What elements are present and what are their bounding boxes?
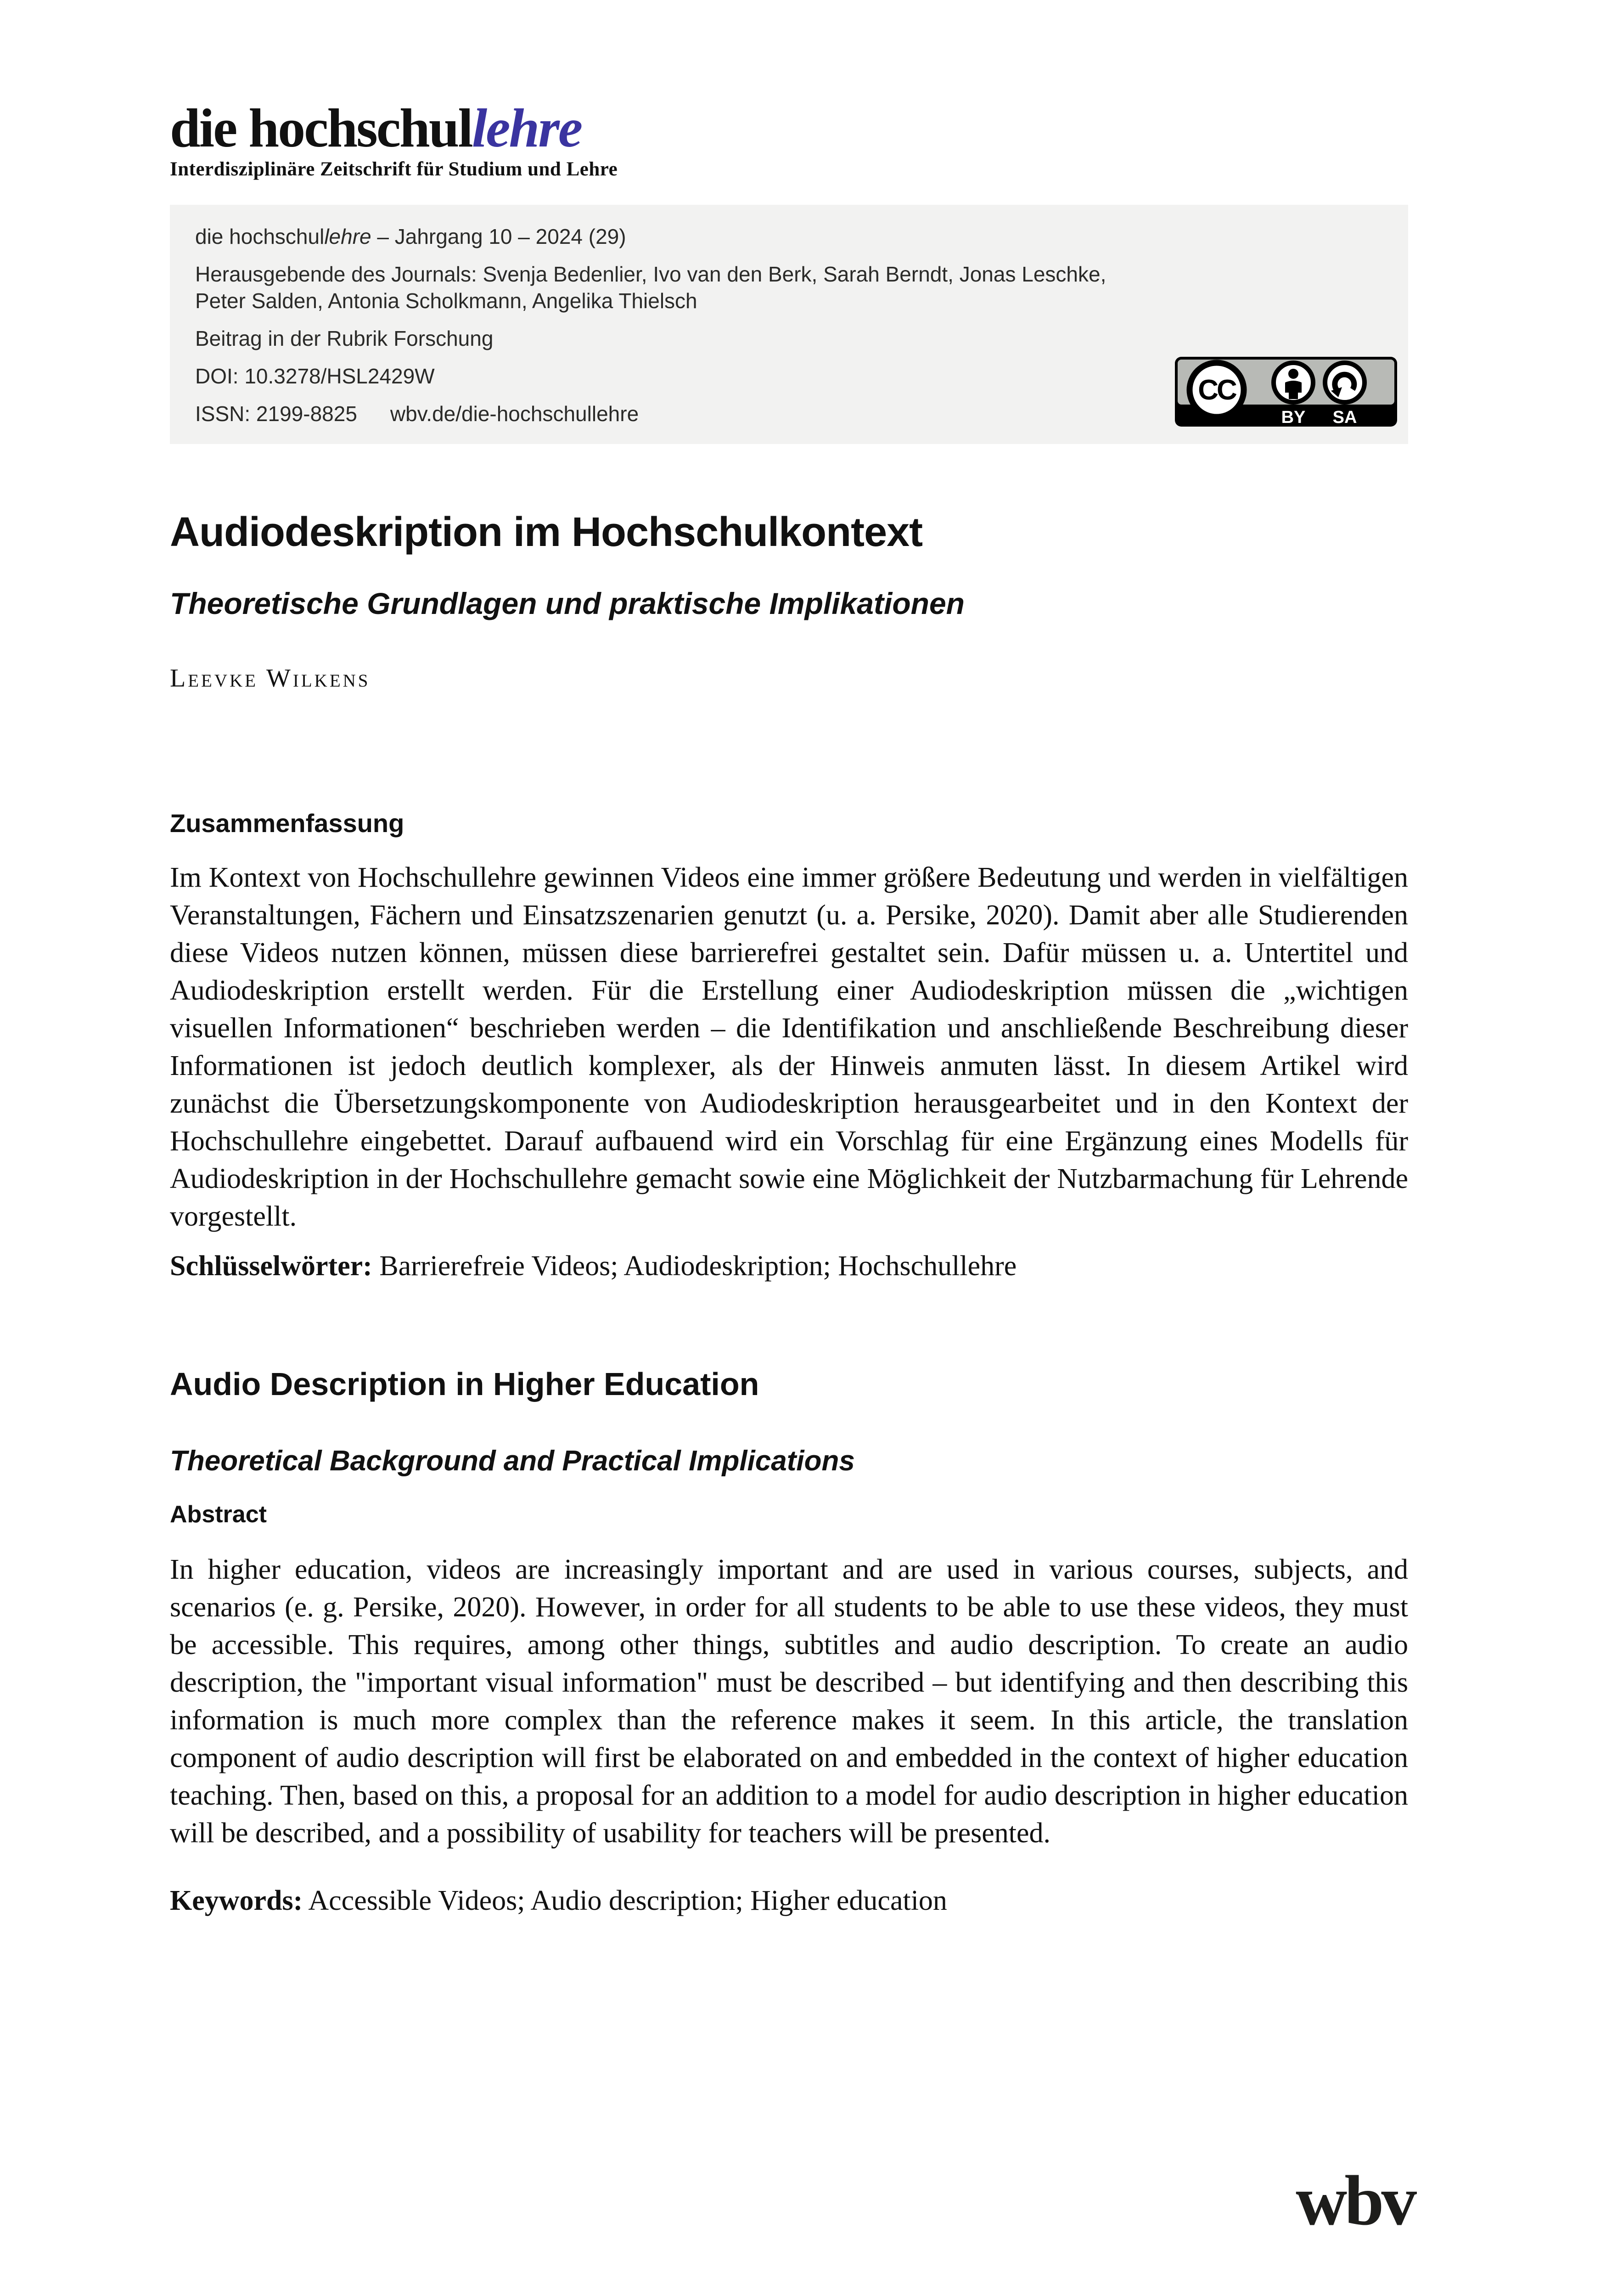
article-title: Audiodeskription im Hochschulkontext <box>170 509 923 555</box>
cc-by-sa-license-badge[interactable] <box>1173 355 1399 428</box>
cc-icon <box>1190 363 1244 417</box>
sa-label: SA <box>1332 408 1357 427</box>
editors-line-2: Peter Salden, Antonia Scholkmann, Angelika Thielsch <box>195 289 697 313</box>
german-keywords-label: Schlüsselwörter: <box>170 1250 372 1282</box>
editors-line <box>195 261 1383 314</box>
journal-tagline: Interdisziplinäre Zeitschrift für Studium und Lehre <box>170 158 618 180</box>
journal-logo <box>170 97 1408 158</box>
issue-journal-name: die hochschul <box>195 225 325 248</box>
english-keywords-text: Accessible Videos; Audio description; Higher education <box>303 1885 947 1916</box>
svg-text:CC: CC <box>1198 374 1236 406</box>
editors-line-1: Herausgebende des Journals: Svenja Bedenlier, Ivo van den Berk, Sarah Berndt, Jonas Leschke, <box>195 262 1106 286</box>
english-abstract-paragraph: In higher education, videos are increasingly important and are used in various courses, subjects, and scenarios (e. g. Persike, 2020). However, in order for all students to be able to use these videos, they must be accessible. This requires, among other things, subtitles and audio description. To create an audio description, the "important visual information" must be described – but identifying and then describing this information is much more complex than the reference makes it seem. In this article, the translation component of audio description will first be elaborated on and embedded in the context of higher education teaching. Then, based on this, a proposal for an addition to a model for audio description in higher education will be described, and a possibility of usability for teachers will be presented. <box>170 1554 1408 1849</box>
issue-volume: – Jahrgang 10 – 2024 (29) <box>371 225 626 248</box>
rubric-line: Beitrag in der Rubrik Forschung <box>195 326 494 350</box>
journal-masthead <box>170 97 1408 181</box>
german-keywords-text: Barrierefreie Videos; Audiodeskription; Hochschullehre <box>372 1250 1017 1282</box>
english-subtitle: Theoretical Background and Practical Implications <box>170 1445 855 1477</box>
by-label: BY <box>1281 408 1306 427</box>
german-keywords-line <box>170 1247 1408 1285</box>
article-author: Leevke Wilkens <box>170 664 371 692</box>
sa-share-alike-icon <box>1325 363 1365 402</box>
journal-website-link[interactable]: wbv.de/die-hochschullehre <box>390 402 639 426</box>
english-abstract-heading: Abstract <box>170 1501 267 1528</box>
issn-number: ISSN: 2199-8825 <box>195 402 357 426</box>
wbv-publisher-logo: wbv <box>1296 2161 1414 2240</box>
german-abstract-paragraph: Im Kontext von Hochschullehre gewinnen Videos eine immer größere Bedeutung und werden in vielfältigen Veranstaltungen, Fächern und Einsatzszenarien genutzt (u. a. Persike, 2020). Damit aber alle Studierenden diese Videos nutzen können, müssen diese barrierefrei gestaltet sein. Dafür müssen u. a. Untertitel und Audiodeskription erstellt werden. Für die Erstellung einer Audiodeskription müssen die „wichtigen visuellen Informationen“ beschrieben werden – die Identifikation und anschließende Beschreibung dieser Informationen ist jedoch deutlich komplexer, als der Hinweis anmuten lässt. In diesem Artikel wird zunächst die Übersetzungskomponente von Audiodeskription herausgearbeitet und in den Kontext der Hochschullehre eingebettet. Darauf aufbauend wird ein Vorschlag für eine Ergänzung eines Modells für Audiodeskription in der Hochschullehre gemacht sowie eine Möglichkeit der Nutzbarmachung für Lehrende vorgestellt. <box>170 862 1408 1232</box>
page-content <box>170 0 1408 1919</box>
german-abstract-heading: Zusammenfassung <box>170 809 404 838</box>
english-keywords-label: Keywords: <box>170 1885 303 1916</box>
article-subtitle: Theoretische Grundlagen und praktische Implikationen <box>170 586 965 620</box>
journal-logo-black: die hochschul <box>170 97 472 158</box>
issue-journal-name-accent: lehre <box>324 225 371 248</box>
english-title: Audio Description in Higher Education <box>170 1366 759 1402</box>
english-keywords-line <box>170 1882 1408 1919</box>
by-person-icon <box>1274 363 1313 402</box>
issue-meta-box <box>170 205 1408 444</box>
issue-line <box>195 223 1383 250</box>
doi-line: DOI: 10.3278/HSL2429W <box>195 364 435 388</box>
journal-logo-accent: lehre <box>472 97 582 158</box>
